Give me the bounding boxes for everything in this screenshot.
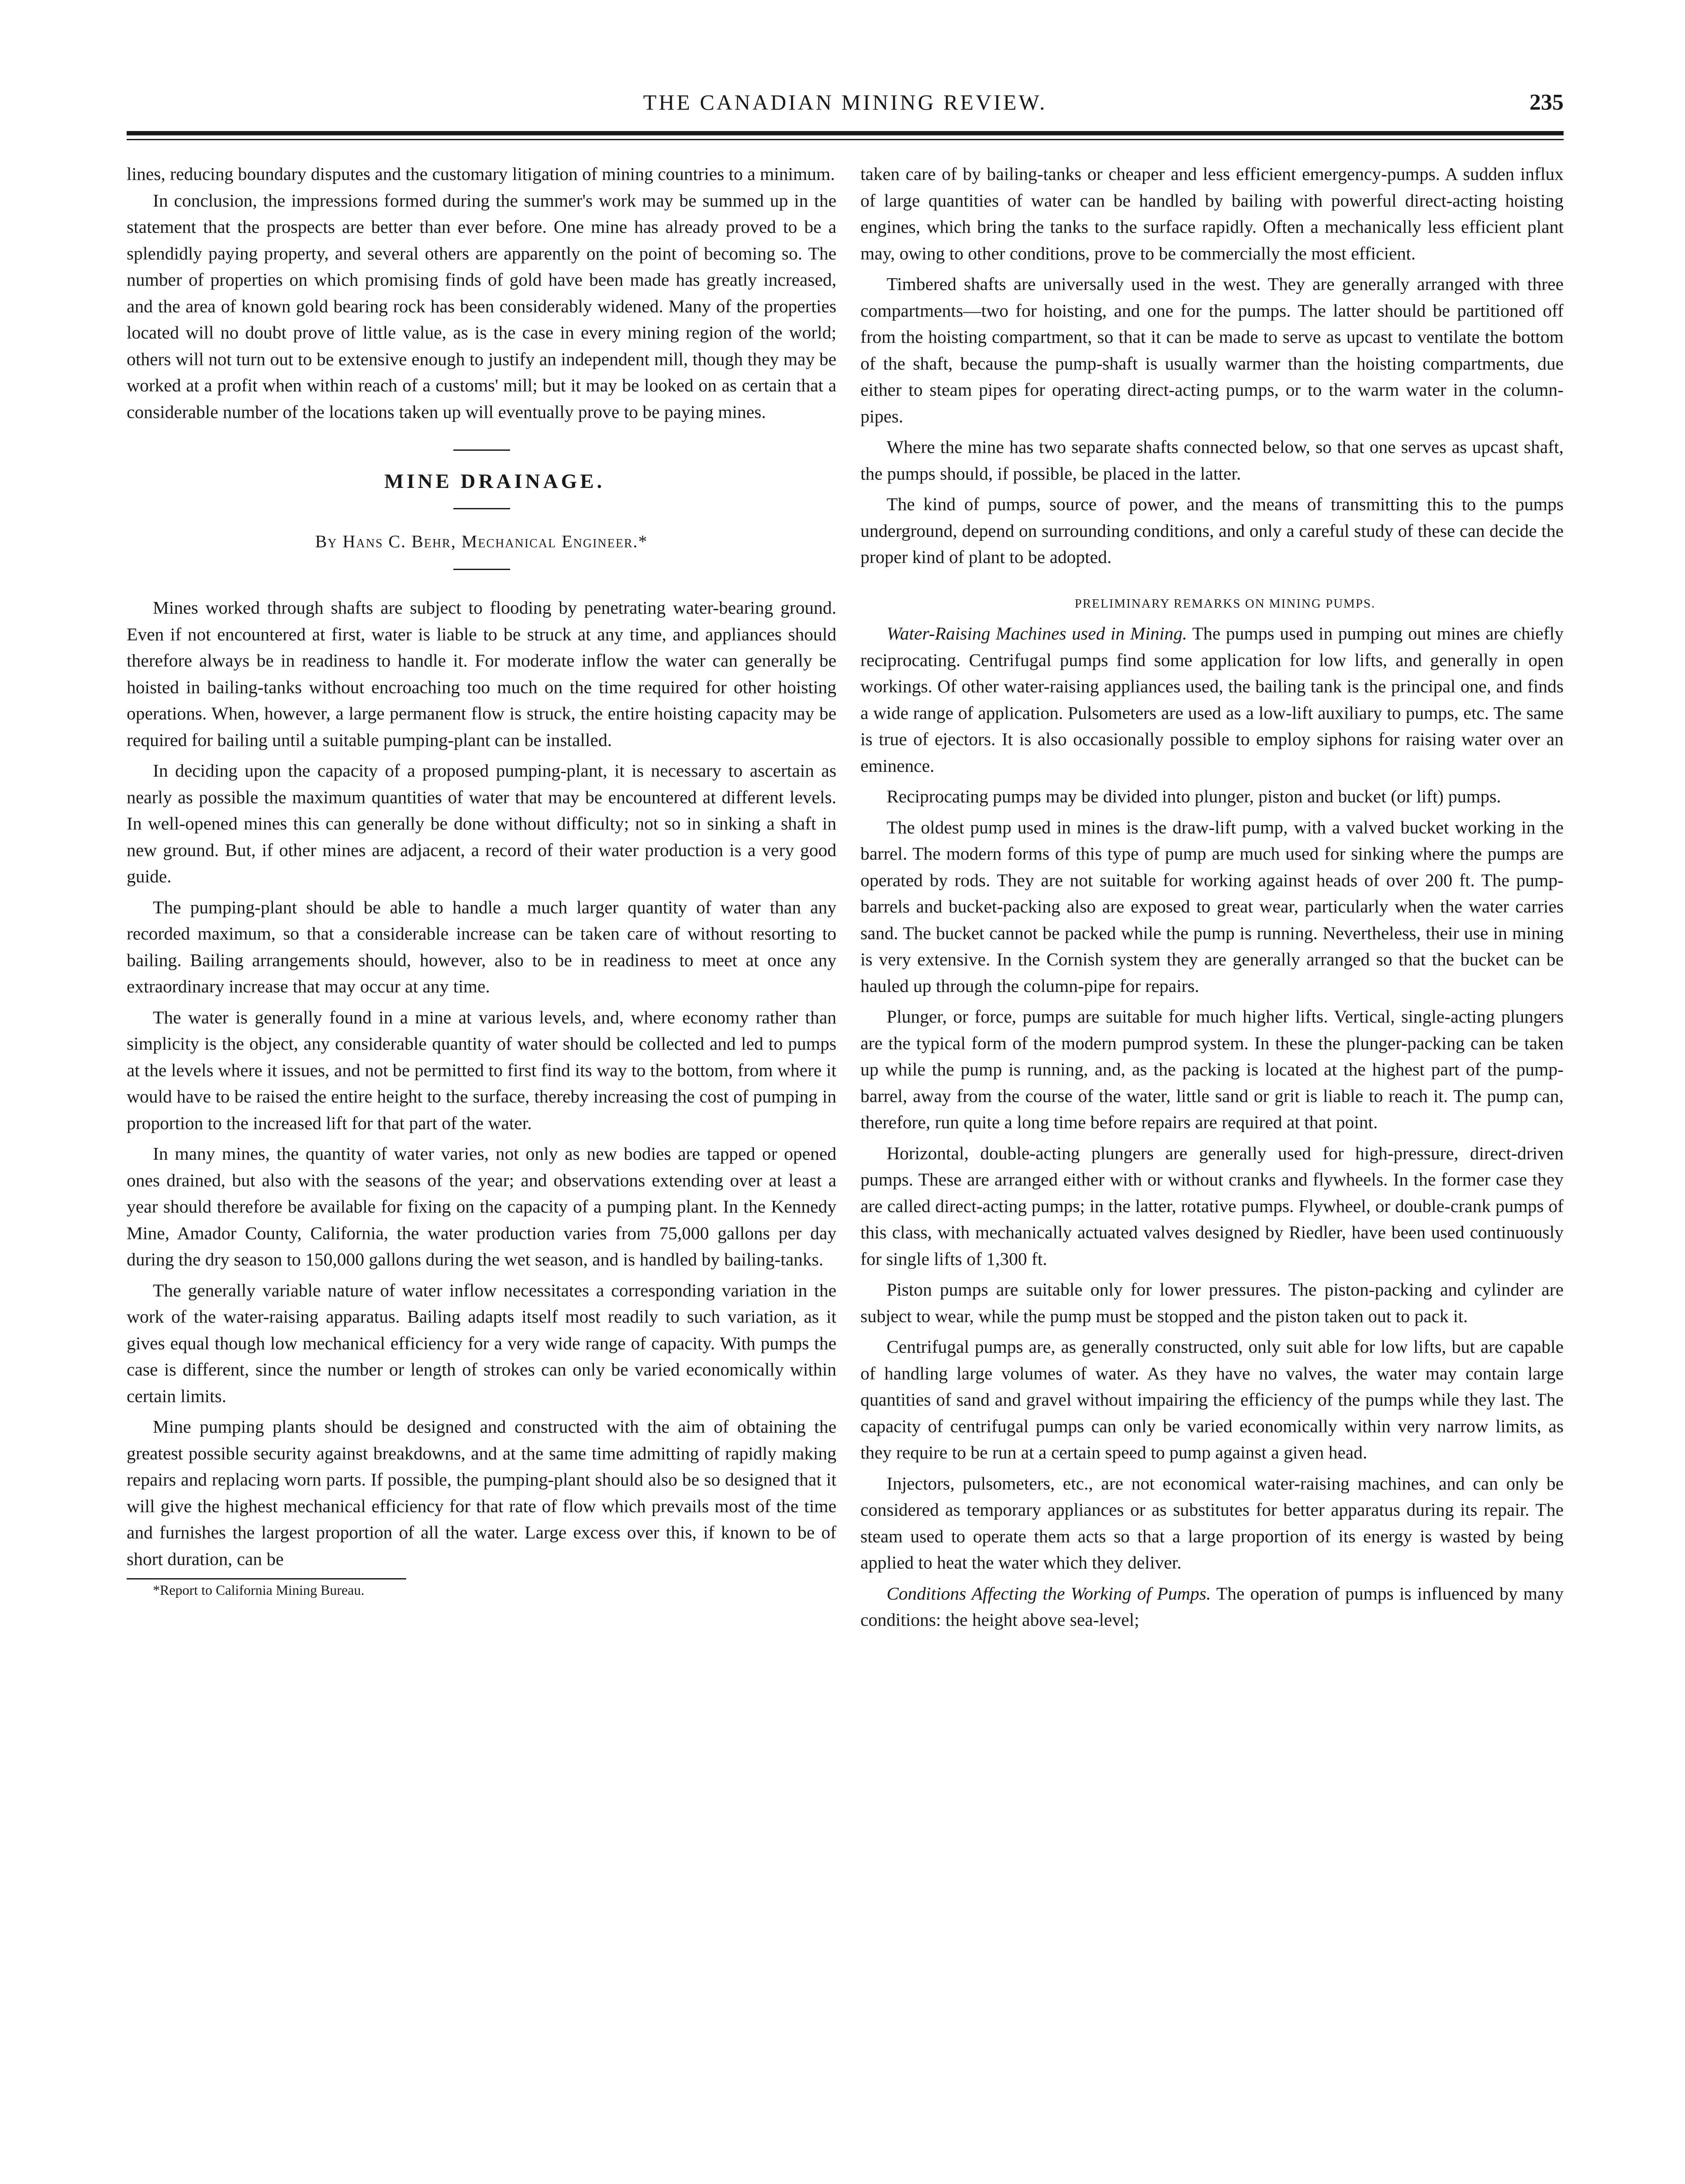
body-paragraph: Plunger, or force, pumps are suitable for much higher lifts. Vertical, single-acting plungers are the typical form of the modern pumprod system. In these the plunger-packing can be taken up while the pump is running, and, as the packing is located at the highest part of the pump-barrel, away from the course of the water, little sand or grit is liable to reach it. The pump can, therefore, run quite a long time before repairs are required at that point. <box>860 1006 1564 1132</box>
right-column <box>860 161 1564 1633</box>
body-paragraph: Reciprocating pumps may be divided into plunger, piston and bucket (or lift) pumps. <box>887 786 1501 806</box>
run-in-text: The operation of pumps is influenced by many conditions: the height above sea-level; <box>860 1583 1564 1630</box>
conclusion-paragraph: In conclusion, the impressions formed during the summer's work may be summed up in the statement that the prospects are better than ever before. One mine has already proved to be a splendidly paying property, and several others are apparently on the point of becoming so. The number of properties on which promising finds of gold have been made has greatly increased, and the area of known gold bearing rock has been considerably widened. Many of the properties located will no doubt prove of little value, as is the case in every mining region of the world; others will not turn out to be extensive enough to justify an independent mill, though they may be worked at a profit when within reach of a customs' mill; but it may be looked on as certain that a considerable number of the locations taken up will eventually prove to be paying mines. <box>127 190 836 422</box>
footnote: *Report to California Mining Bureau. <box>153 1582 365 1598</box>
body-paragraph: The kind of pumps, source of power, and the means of transmitting this to the pumps underground, depend on surrounding conditions, and only a careful study of these can decide the proper kind of plant to be adopted. <box>860 494 1564 567</box>
header-rule-thick <box>127 131 1564 135</box>
run-in-heading: Water-Raising Machines used in Mining. <box>887 623 1187 643</box>
body-paragraph: The oldest pump used in mines is the draw-lift pump, with a valved bucket working in the barrel. The modern forms of this type of pump are much used for sinking where the pumps are operated by rods. They are not suitable for working against heads of over 200 ft. The pump-barrels and bucket-packing also are exposed to great wear, particularly when the water carries sand. The bucket cannot be packed while the pump is running. Nevertheless, their use in mining is very extensive. In the Cornish system they are generally arranged so that the bucket can be hauled up through the column-pipe for repairs. <box>860 817 1564 996</box>
continued-paragraph: taken care of by bailing-tanks or cheaper and less efficient emergency-pumps. A sudden influx of large quantities of water can be handled by bailing with powerful direct-acting hoisting engines, which bring the tanks to the surface rapidly. Often a mechanically less efficient plant may, owing to other conditions, prove to be commercially the most efficient. <box>860 164 1564 263</box>
body-paragraph: The generally variable nature of water inflow necessitates a corresponding variation in the work of the water-raising apparatus. Bailing adapts itself most readily to such variation, as it gives equal though low mechanical efficiency for a very wide range of capacity. With pumps the case is different, since the number or length of strokes can only be varied economically within certain limits. <box>127 1280 836 1406</box>
body-paragraph: Mines worked through shafts are subject to flooding by penetrating water-bearing ground. Even if not encountered at first, water is liable to be struck at any time, and appliances should therefore always be in readiness to handle it. For moderate inflow the water can generally be hoisted in bailing-tanks without encroaching too much on the time required for other hoisting operations. When, however, a large permanent flow is struck, the entire hoisting capacity may be required for bailing until a suitable pumping-plant can be installed. <box>127 598 836 750</box>
header-rule-thin <box>127 139 1564 140</box>
byline: By Hans C. Behr, Mechanical Engineer.* <box>315 531 648 551</box>
body-paragraph <box>860 1580 1564 1633</box>
body-paragraph: In many mines, the quantity of water varies, not only as new bodies are tapped or opened ones drained, but also with the seasons of the year; and observations extending over at least a year should therefore be available for fixing on the capacity of a pumping plant. In the Kennedy Mine, Amador County, California, the water production varies from 75,000 gallons per day during the dry season to 150,000 gallons during the wet season, and is handled by bailing-tanks. <box>127 1144 836 1269</box>
body-paragraph: Mine pumping plants should be designed and constructed with the aim of obtaining the greatest possible security against breakdowns, and at the same time admitting of rapidly making repairs and replacing worn parts. If possible, the pumping-plant should also be so designed that it will give the highest mechanical efficiency for that rate of flow which prevails most of the time and furnishes the largest proportion of all the water. Large excess over this, if known to be of short duration, can be <box>127 1417 836 1569</box>
body-paragraph: Centrifugal pumps are, as generally constructed, only suit able for low lifts, but are capable of handling large volumes of water. As they have no valves, the water may contain large quantities of sand and gravel without impairing the efficiency of the pumps while they last. The capacity of centrifugal pumps can only be varied economically within very narrow limits, as they require to be run at a certain speed to pump against a given head. <box>860 1337 1564 1462</box>
section-heading: PRELIMINARY REMARKS ON MINING PUMPS. <box>1074 596 1376 611</box>
article-title: MINE DRAINAGE. <box>384 470 605 493</box>
byline-divider <box>453 569 510 570</box>
continued-paragraph: lines, reducing boundary disputes and the customary litigation of mining countries to a minimum. <box>127 164 835 184</box>
left-column <box>127 161 836 1600</box>
body-paragraph: The pumping-plant should be able to handle a much larger quantity of water than any recorded maximum, so that a considerable increase can be taken care of without resorting to bailing. Bailing arrangements should, however, also to be in readiness to meet at once any extraordinary increase that may occur at any time. <box>127 897 836 996</box>
body-paragraph: In deciding upon the capacity of a proposed pumping-plant, it is necessary to ascertain as nearly as possible the maximum quantities of water that may be encountered at different levels. In well-opened mines this can generally be done without difficulty; not so in sinking a shaft in new ground. But, if other mines are adjacent, a record of their water production is a very good guide. <box>127 760 836 886</box>
body-paragraph: Where the mine has two separate shafts connected below, so that one serves as upcast shaft, the pumps should, if possible, be placed in the latter. <box>860 437 1564 484</box>
body-paragraph <box>860 620 1564 779</box>
title-divider <box>453 508 510 509</box>
page-number: 235 <box>1530 90 1564 115</box>
body-paragraph: Horizontal, double-acting plungers are generally used for high-pressure, direct-driven pumps. These are arranged either with or without cranks and flywheels. In the former case they are called direct-acting pumps; in the latter, rotative pumps. Flywheel, or double-crank pumps of this class, with mechanically actuated valves designed by Riedler, have been used continuously for single lifts of 1,300 ft. <box>860 1143 1564 1269</box>
running-title: THE CANADIAN MINING REVIEW. <box>643 90 1047 114</box>
page-header <box>127 90 1564 138</box>
body-paragraph: Injectors, pulsometers, etc., are not economical water-raising machines, and can only be considered as temporary appliances or as substitutes for better apparatus during its repair. The steam used to operate them acts so that a large proportion of its energy is wasted by being applied to heat the water which they deliver. <box>860 1473 1564 1572</box>
body-paragraph: Timbered shafts are universally used in the west. They are generally arranged with three compartments—two for hoisting, and one for the pumps. The latter should be partitioned off from the hoisting compartment, so that it can be made to serve as upcast to ventilate the bottom of the shaft, because the pump-shaft is usually warmer than the hoisting compartments, due either to steam pipes for operating direct-acting pumps, or to the warm water in the column-pipes. <box>860 274 1564 426</box>
body-paragraph: The water is generally found in a mine at various levels, and, where economy rather than simplicity is the object, any considerable quantity of water should be collected and led to pumps at the levels where it issues, and not be permitted to first find its way to the bottom, from where it would have to be raised the entire height to the surface, thereby increasing the cost of pumping in proportion to the increased lift for that part of the water. <box>127 1007 836 1133</box>
section-divider <box>453 449 510 451</box>
run-in-text: The pumps used in pumping out mines are chiefly reciprocating. Centrifugal pumps find some application for low lifts, and generally in open workings. Of other water-raising appliances used, the bailing tank is the principal one, and finds a wide range of application. Pulsometers are used as a low-lift auxiliary to pumps, etc. The same is true of ejectors. It is also occasionally possible to employ siphons for raising water over an eminence. <box>860 623 1564 776</box>
run-in-heading: Conditions Affecting the Working of Pumps. <box>887 1583 1211 1603</box>
body-paragraph: Piston pumps are suitable only for lower pressures. The piston-packing and cylinder are subject to wear, while the pump must be stopped and the piston taken out to pack it. <box>860 1279 1564 1326</box>
